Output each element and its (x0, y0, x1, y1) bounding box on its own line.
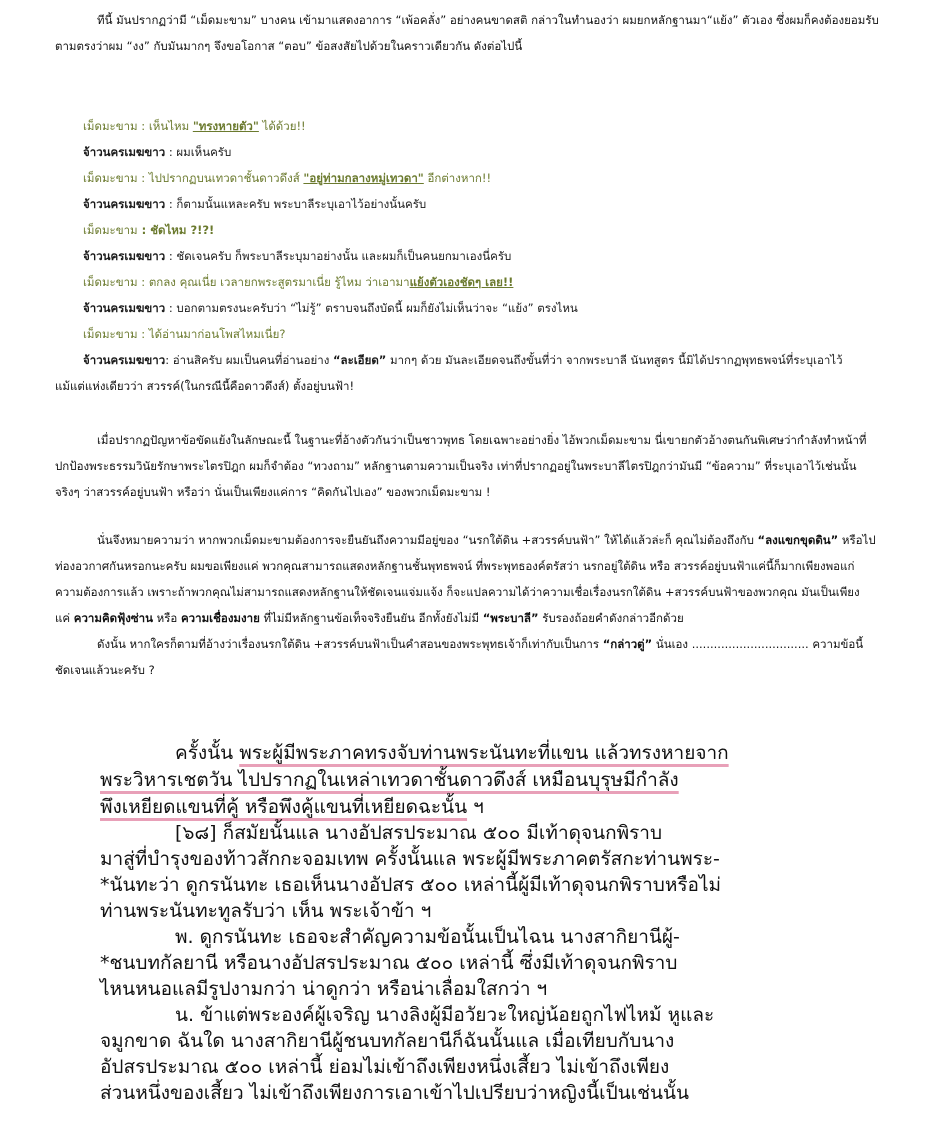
reply-line-1: จ้าวนครเมฆขาว: อ่านสิครับ ผมเป็นคนที่อ่านอย่าง “ละเอียด” มากๆ ด้วย มันละเอียดจนถึงขั้นที่ว่า จากพระบาลี นันทสูตร นี้มิได้ปรากฏพุทธพจน์ที่ระบุเอาไว้ (83, 353, 843, 367)
scripture-line: *นันทะว่า ดูกรนันทะ เธอเห็นนางอัปสร ๕๐๐ เหล่านี้ผู้มีเท้าดุจนกพิราบหรือไม่ (100, 874, 722, 896)
scripture-line: มาสู่ที่บำรุงของท้าวสักกะจอมเทพ ครั้งนั้นแล พระผู้มีพระภาคตรัสกะท่านพระ- (100, 848, 720, 870)
emphasis: "อยู่ท่ามกลางหมู่เทวดา" (303, 171, 424, 185)
speaker-name: จ้าวนครเมฆขาว (83, 145, 166, 159)
dialogue-line: เม็ดมะขาม : เห็นไหม "ทรงหายตัว" ได้ด้วย!! (83, 119, 306, 133)
reply-line-2: แม้แต่แห่งเดียวว่า สวรรค์(ในกรณีนี้คือดาวดึงส์) ตั้งอยู่บนฟ้า! (55, 379, 355, 393)
speaker-name: เม็ดมะขาม (83, 119, 138, 133)
paragraph-line: นั่นจึงหมายความว่า หากพวกเม็ดมะขามต้องการจะยืนยันถึงความมีอยู่ของ “นรกใต้ดิน +สวรรค์บนฟ้า” ให้ได้แล้วล่ะก็ คุณไม่ต้องถึงกับ “ลงแขกขุดดิน” หรือไป (97, 533, 876, 547)
dialogue-line: จ้าวนครเมฆขาว : ก็ตามนั้นแหละครับ พระบาลีระบุเอาไว้อย่างนั้นครับ (83, 197, 427, 211)
dialogue-line: จ้าวนครเมฆขาว : บอกตามตรงนะครับว่า “ไม่รู้” ตราบจนถึงบัดนี้ ผมก็ยังไม่เห็นว่าจะ “แย้ง” ตรงไหน (83, 301, 578, 315)
paragraph-line: ความต้องการแล้ว เพราะถ้าพวกคุณไม่สามารถแสดงหลักฐานให้ชัดเจนแจ่มแจ้ง ก็จะแปลความได้ว่าความเชื่อเรื่องนรกใต้ดิน +สวรรค์บนฟ้าของพวกคุณ มันเป็นเพียง (55, 585, 860, 599)
paragraph-line: แค่ ความคิดฟุ้งซ่าน หรือ ความเชื่องมงาย ที่ไม่มีหลักฐานข้อเท็จจริงยืนยัน อีกทั้งยังไม่มี “พระบาลี” รับรองถ้อยคำดังกล่าวอีกด้วย (55, 611, 684, 625)
speaker-name: เม็ดมะขาม (83, 327, 138, 341)
scripture-line: ไหนหนอแลมีรูปงามกว่า น่าดูกว่า หรือน่าเลื่อมใสกว่า ฯ (100, 978, 548, 1000)
scripture-line: น. ข้าแต่พระองค์ผู้เจริญ นางลิงผู้มีอวัยวะใหญ่น้อยถูกไฟไหม้ หูและ (175, 1004, 715, 1026)
dialogue-line: เม็ดมะขาม : ชัดไหม ?!?! (83, 223, 215, 237)
highlighted-passage: พึงเหยียดแขนที่คู้ หรือพึงคู้แขนที่เหยียดฉะนั้น (100, 796, 468, 818)
scripture-line: ส่วนหนึ่งของเสี้ยว ไม่เข้าถึงเพียงการเอาเข้าไปเปรียบว่าหญิงนี้เป็นเช่นนั้น (100, 1082, 689, 1104)
emphasis: แย้งตัวเองชัดๆ เลย!! (409, 275, 514, 289)
scripture-line: อัปสรประมาณ ๕๐๐ เหล่านี้ ย่อมไม่เข้าถึงเพียงหนึ่งเสี้ยว ไม่เข้าถึงเพียง (100, 1056, 670, 1078)
speaker-name: จ้าวนครเมฆขาว (83, 301, 166, 315)
paragraph-line: ปกป้องพระธรรมวินัยรักษาพระไตรปิฎก ผมก็จำต้อง “ทวงถาม” หลักฐานตามความเป็นจริง เท่าที่ปรากฏอยู่ในพระบาลีไตรปิฎกว่ามันมี “ข้อความ” ที่ระบุเอาไว้เช่นนั้น (55, 459, 857, 473)
intro-line-2: ตามตรงว่าผม “งง” กับมันมากๆ จึงขอโอกาส “ตอบ” ข้อสงสัยไปด้วยในคราวเดียวกัน ดังต่อไปนี้ (55, 39, 523, 53)
paragraph-line: ดังนั้น หากใครก็ตามที่อ้างว่าเรื่องนรกใต้ดิน +สวรรค์บนฟ้าเป็นคำสอนของพระพุทธเจ้าก็เท่ากับเป็นการ “กล่าวตู่” นั่นเอง ................................ ความข้อนี้ (97, 637, 864, 651)
scripture-line: *ชนบทกัลยานี หรือนางอัปสรประมาณ ๕๐๐ เหล่านี้ ซึ่งมีเท้าดุจนกพิราบ (100, 952, 678, 974)
scripture-line: พึงเหยียดแขนที่คู้ หรือพึงคู้แขนที่เหยียดฉะนั้น ฯ (100, 796, 484, 818)
intro-line-1: ทีนี้ มันปรากฏว่ามี “เม็ดมะขาม” บางคน เข้ามาแสดงอาการ “เพ้อคลั่ง” อย่างคนขาดสติ กล่าวในทำนองว่า ผมยกหลักฐานมา“แย้ง” ตัวเอง ซึ่งผมก็คงต้องยอมรับ (97, 13, 879, 27)
highlighted-passage: พระผู้มีพระภาคทรงจับท่านพระนันทะที่แขน แล้วทรงหายจาก (239, 742, 729, 764)
scripture-line: ครั้งนั้น พระผู้มีพระภาคทรงจับท่านพระนันทะที่แขน แล้วทรงหายจาก (175, 742, 729, 764)
dialogue-line: จ้าวนครเมฆขาว : ชัดเจนครับ ก็พระบาลีระบุมาอย่างนั้น และผมก็เป็นคนยกมาเองนี่ครับ (83, 249, 512, 263)
emphasis: "ทรงหายตัว" (192, 119, 259, 133)
dialogue-line: เม็ดมะขาม : ได้อ่านมาก่อนโพสไหมเนี่ย? (83, 327, 286, 341)
speaker-name: เม็ดมะขาม (83, 275, 138, 289)
paragraph-line: เมื่อปรากฏปัญหาข้อขัดแย้งในลักษณะนี้ ในฐานะที่อ้างตัวกันว่าเป็นชาวพุทธ โดยเฉพาะอย่างยิ่ง ไอ้พวกเม็ดมะขาม นี่เขายกตัวอ้างตนกันพิเศษว่ากำลังทำหน้าที่ (97, 433, 867, 447)
scripture-line: จมูกขาด ฉันใด นางสากิยานีผู้ชนบทกัลยานีก็ฉันนั้นแล เมื่อเทียบกับนาง (100, 1030, 675, 1052)
dialogue-line: จ้าวนครเมฆขาว : ผมเห็นครับ (83, 145, 232, 159)
scripture-line: พ. ดูกรนันทะ เธอจะสำคัญความข้อนั้นเป็นไฉน นางสากิยานีผู้- (175, 926, 680, 948)
dialogue-line: เม็ดมะขาม : ตกลง คุณเนี่ย เวลายกพระสูตรมาเนี่ย รู้ไหม ว่าเอามาแย้งตัวเองชัดๆ เลย!! (83, 275, 514, 289)
paragraph-line: ชัดเจนแล้วนะครับ ? (55, 663, 155, 677)
paragraph-line: จริงๆ ว่าสวรรค์อยู่บนฟ้า หรือว่า นั่นเป็นเพียงแค่การ “คิดกันไปเอง” ของพวกเม็ดมะขาม ! (55, 485, 491, 499)
highlighted-passage: พระวิหารเชตวัน ไปปรากฏในเหล่าเทวดาชั้นดาวดึงส์ เหมือนบุรุษมีกำลัง (100, 769, 679, 791)
paragraph-line: ท่องอวกาศกันหรอกนะครับ ผมขอเพียงแค่ พวกคุณสามารถแสดงหลักฐานชั้นพุทธพจน์ ที่พระพุทธองค์ตรัสว่า นรกอยู่ใต้ดิน หรือ สวรรค์อยู่บนฟ้าแค่นี้ก็มากเพียงพอแก่ (55, 559, 855, 573)
scripture-line: ท่านพระนันทะทูลรับว่า เห็น พระเจ้าข้า ฯ (100, 900, 432, 922)
speaker-name: จ้าวนครเมฆขาว (83, 249, 166, 263)
speaker-name: จ้าวนครเมฆขาว (83, 197, 166, 211)
speaker-name: เม็ดมะขาม (83, 223, 138, 237)
speaker-name: เม็ดมะขาม (83, 171, 138, 185)
speaker-name: จ้าวนครเมฆขาว (83, 353, 166, 367)
scripture-line: [๖๘] ก็สมัยนั้นแล นางอัปสรประมาณ ๕๐๐ มีเท้าดุจนกพิราบ (175, 822, 663, 844)
dialogue-line: เม็ดมะขาม : ไปปรากฏบนเทวดาชั้นดาวดึงส์ "อยู่ท่ามกลางหมู่เทวดา" อีกต่างหาก!! (83, 171, 492, 185)
